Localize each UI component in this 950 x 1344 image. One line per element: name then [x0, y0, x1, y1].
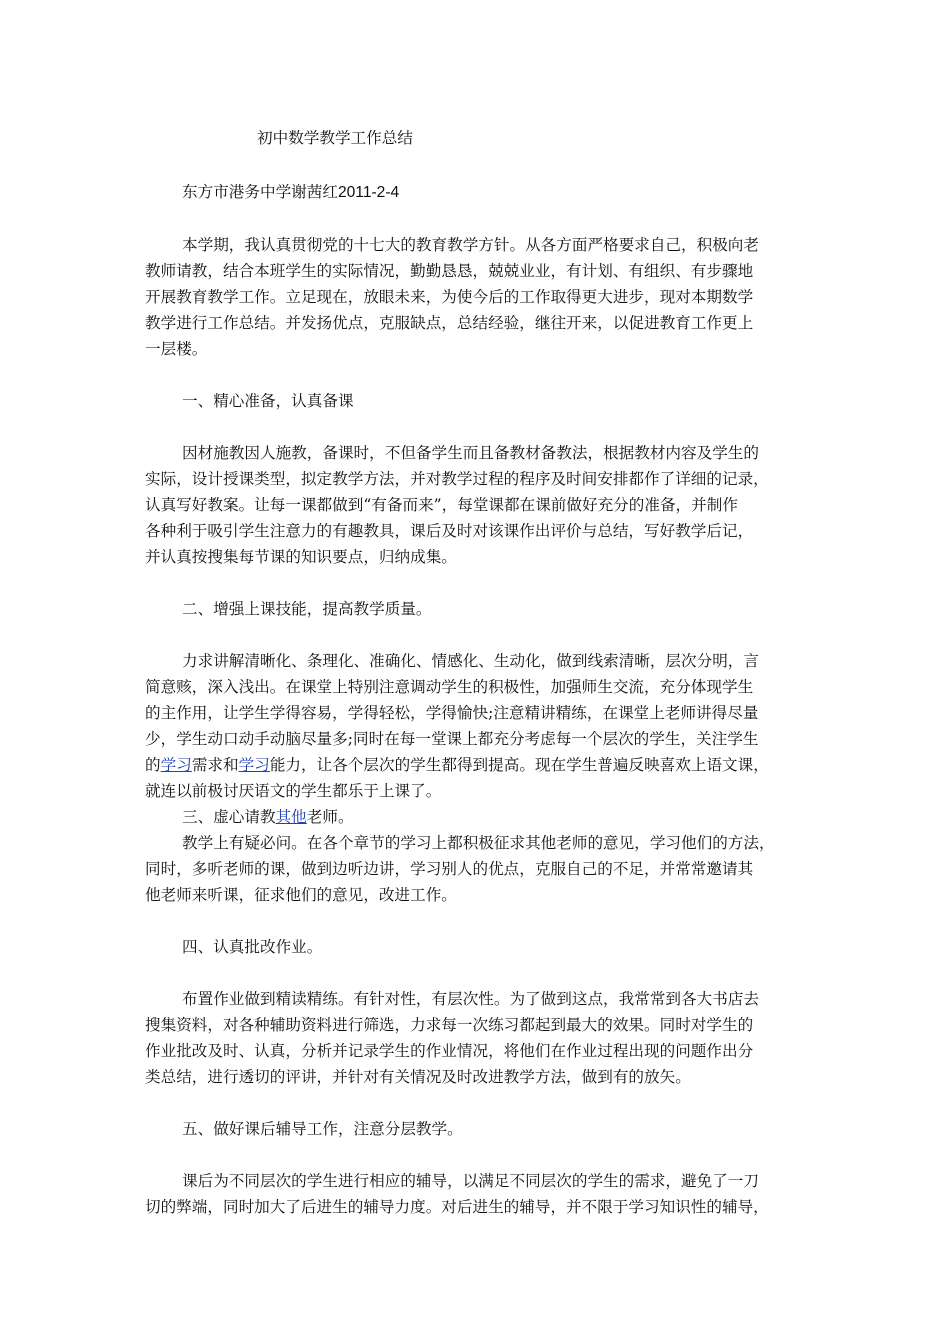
doc-date: 2011-2-4: [337, 184, 400, 201]
section-heading: [182, 806, 354, 828]
paragraph-line: 同时，多听老师的课，做到边听边讲，学习别人的优点，克服自己的不足，并常常邀请其: [145, 860, 754, 878]
paragraph-line: 简意赅，深入浅出。在课堂上特别注意调动学生的积极性，加强师生交流，充分体现学生: [145, 678, 754, 696]
author-school: 东方市港务中学谢茜红: [182, 183, 338, 201]
paragraph-line: 少，学生动口动手动脑尽量多;同时在每一堂课上都充分考虑每一个层次的学生，关注学生: [145, 730, 759, 748]
paragraph-line: 本学期，我认真贯彻党的十七大的教育教学方针。从各方面严格要求自己，积极向老: [182, 236, 759, 254]
paragraph-line: 并认真按搜集每节课的知识要点，归纳成集。: [145, 548, 457, 566]
other-link[interactable]: 其他: [275, 808, 307, 826]
text-run: 能力，让各个层次的学生都得到提高。现在学生普遍反映喜欢上语文课，: [269, 756, 769, 774]
section-heading: 一、精心准备，认真备课: [182, 392, 354, 410]
paragraph-line: 就连以前极讨厌语文的学生都乐于上课了。: [145, 782, 442, 800]
doc-byline: [182, 181, 399, 203]
paragraph-line: 布置作业做到精读精练。有针对性，有层次性。为了做到这点，我常常到各大书店去: [182, 990, 759, 1008]
section-heading: 五、做好课后辅导工作，注意分层教学。: [182, 1120, 463, 1138]
text-run: 三、虚心请教: [182, 808, 276, 826]
paragraph-line: 他老师来听课，征求他们的意见，改进工作。: [145, 886, 457, 904]
paragraph-line: 搜集资料，对各种辅助资料进行筛选，力求每一次练习都起到最大的效果。同时对学生的: [145, 1016, 754, 1034]
study-link[interactable]: 学习: [238, 756, 270, 774]
paragraph-line: 的主作用，让学生学得容易，学得轻松，学得愉快;注意精讲精练，在课堂上老师讲得尽量: [145, 704, 759, 722]
paragraph-line: 开展教育教学工作。立足现在，放眼未来，为使今后的工作取得更大进步，现对本期数学: [145, 288, 754, 306]
paragraph-line: 作业批改及时、认真，分析并记录学生的作业情况，将他们在作业过程出现的问题作出分: [145, 1042, 754, 1060]
paragraph-line: 教学上有疑必问。在各个章节的学习上都积极征求其他老师的意见，学习他们的方法，: [182, 834, 775, 852]
section-heading: 四、认真批改作业。: [182, 938, 323, 956]
paragraph-line: 力求讲解清晰化、条理化、准确化、情感化、生动化，做到线索清晰，层次分明，言: [182, 652, 759, 670]
paragraph-line: 教学进行工作总结。并发扬优点，克服缺点，总结经验，继往开来，以促进教育工作更上: [145, 314, 754, 332]
study-link[interactable]: 学习: [160, 756, 192, 774]
paragraph-line: 课后为不同层次的学生进行相应的辅导，以满足不同层次的学生的需求，避免了一刀: [182, 1172, 759, 1190]
paragraph-line: 一层楼。: [145, 340, 208, 358]
text-run: 的: [145, 756, 161, 774]
paragraph-line: 切的弊端，同时加大了后进生的辅导力度。对后进生的辅导，并不限于学习知识性的辅导，: [145, 1198, 769, 1216]
paragraph-line: [145, 754, 769, 776]
text-run: 老师。: [306, 808, 354, 826]
text-run: 需求和: [191, 756, 239, 774]
doc-title: 初中数学教学工作总结: [257, 129, 413, 147]
paragraph-line: 教师请教，结合本班学生的实际情况，勤勤恳恳，兢兢业业，有计划、有组织、有步骤地: [145, 262, 754, 280]
section-heading: 二、增强上课技能，提高教学质量。: [182, 600, 432, 618]
paragraph-line: 类总结，进行透切的评讲，并针对有关情况及时改进教学方法，做到有的放矢。: [145, 1068, 691, 1086]
paragraph-line: 因材施教因人施教，备课时，不但备学生而且备教材备教法，根据教材内容及学生的: [182, 444, 759, 462]
paragraph-line: 认真写好教案。让每一课都做到“有备而来”，每堂课都在课前做好充分的准备，并制作: [145, 496, 738, 514]
paragraph-line: 各种利于吸引学生注意力的有趣教具，课后及时对该课作出评价与总结，写好教学后记，: [145, 522, 754, 540]
paragraph-line: 实际，设计授课类型，拟定教学方法，并对教学过程的程序及时间安排都作了详细的记录，: [145, 470, 769, 488]
